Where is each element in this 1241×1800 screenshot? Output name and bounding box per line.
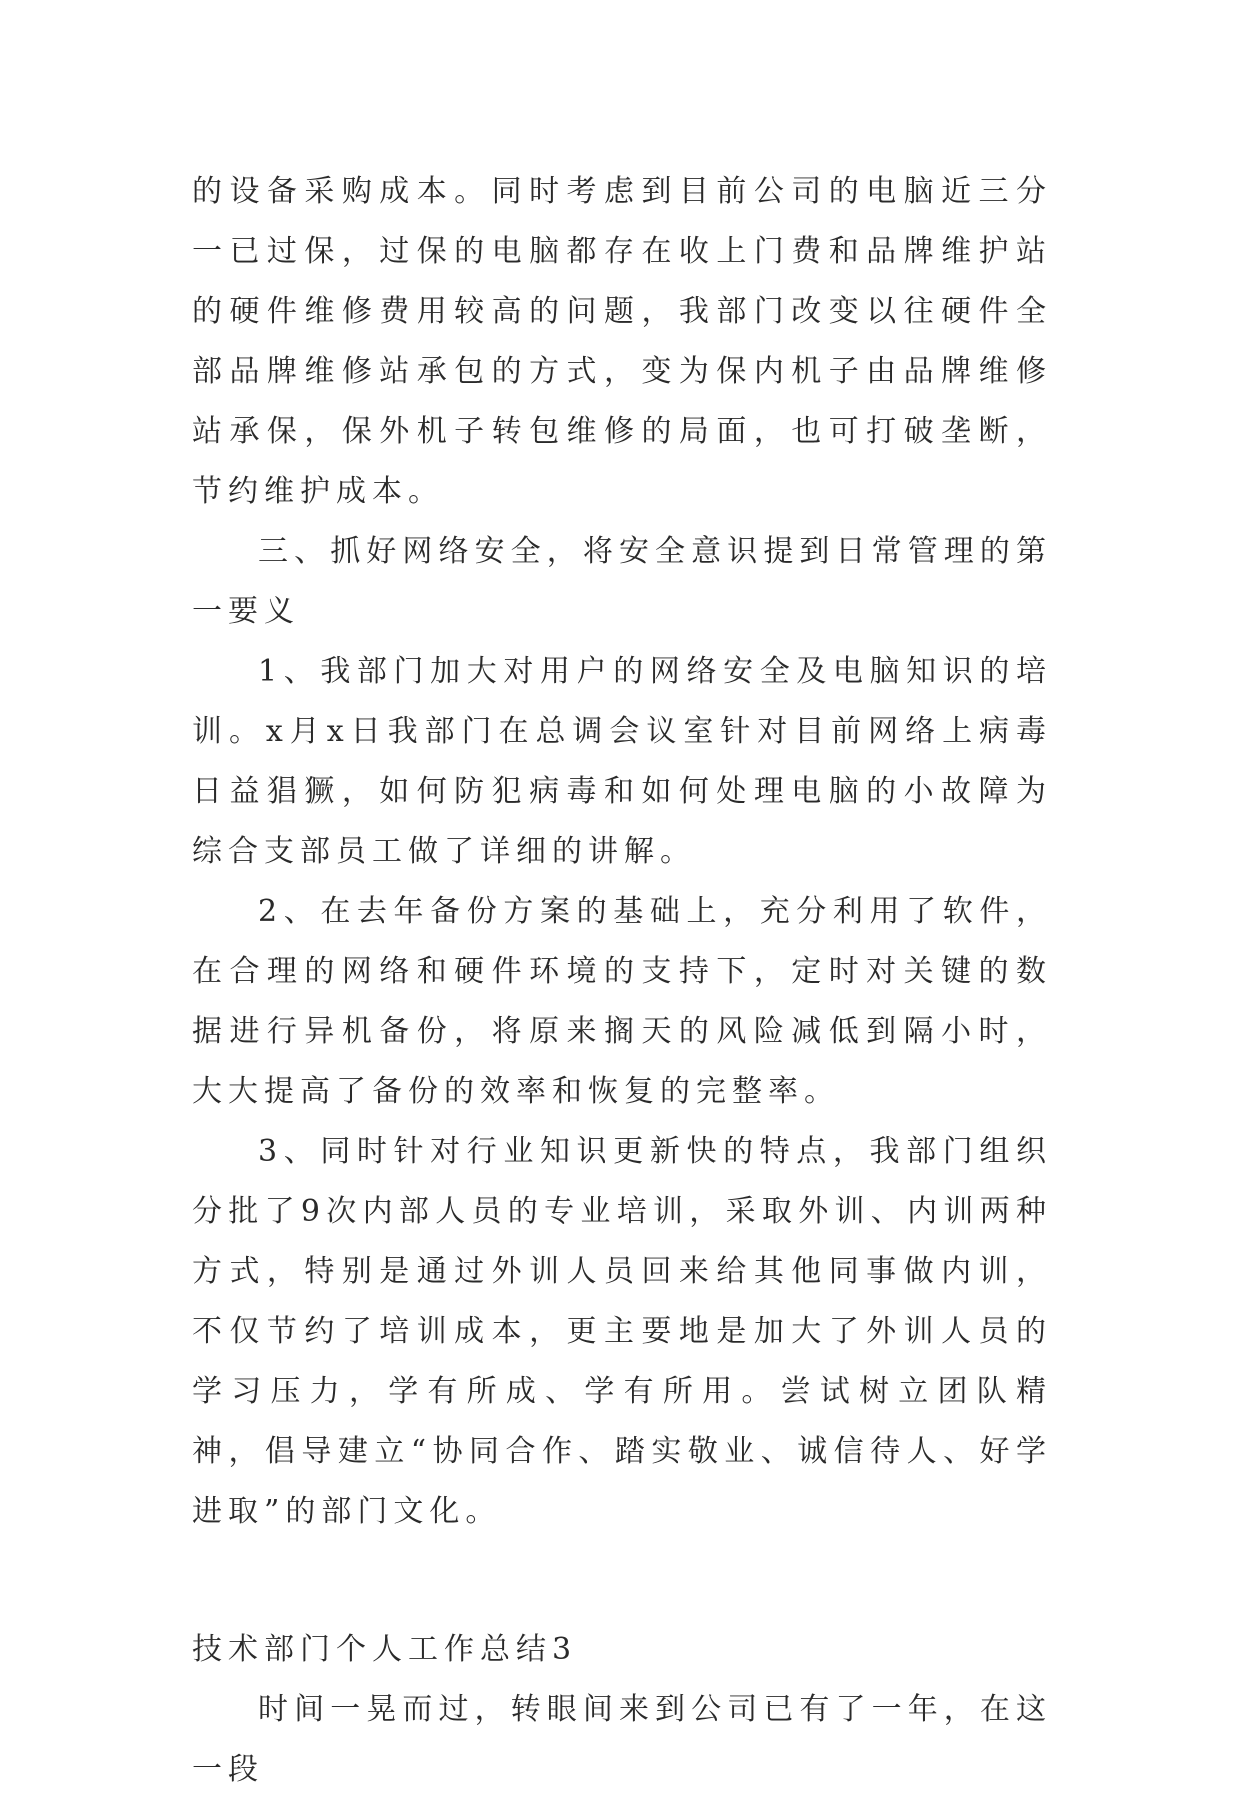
paragraph-item-2: 2、在去年备份方案的基础上，充分利用了软件，在合理的网络和硬件环境的支持下，定时对关键的数据进行异机备份，将原来搁天的风险减低到隔小时，大大提高了备份的效率和恢复的完整率。 (192, 894, 1052, 1109)
section-title: 技术部门个人工作总结3 (192, 1632, 578, 1667)
paragraph-intro: 时间一晃而过，转眼间来到公司已有了一年，在这一段 (192, 1692, 1052, 1787)
section-heading-network-security: 三、抓好网络安全，将安全意识提到日常管理的第一要义 (192, 534, 1052, 629)
paragraph-continuation: 的设备采购成本。同时考虑到目前公司的电脑近三分一已过保，过保的电脑都存在收上门费和品牌维护站的硬件维修费用较高的问题，我部门改变以往硬件全部品牌维修站承包的方式，变为保内机子由品牌维修站承保，保外机子转包维修的局面，也可打破垄断，节约维护成本。 (192, 174, 1052, 509)
paragraph-item-1: 1、我部门加大对用户的网络安全及电脑知识的培训。x月x日我部门在总调会议室针对目前网络上病毒日益猖獗，如何防犯病毒和如何处理电脑的小故障为综合支部员工做了详细的讲解。 (192, 654, 1052, 869)
document-body (192, 162, 1052, 1800)
paragraph-item-3: 3、同时针对行业知识更新快的特点，我部门组织分批了9次内部人员的专业培训，采取外训、内训两种方式，特别是通过外训人员回来给其他同事做内训，不仅节约了培训成本，更主要地是加大了外训人员的学习压力，学有所成、学有所用。尝试树立团队精神，倡导建立“协同合作、踏实敬业、诚信待人、好学进取”的部门文化。 (192, 1134, 1052, 1529)
